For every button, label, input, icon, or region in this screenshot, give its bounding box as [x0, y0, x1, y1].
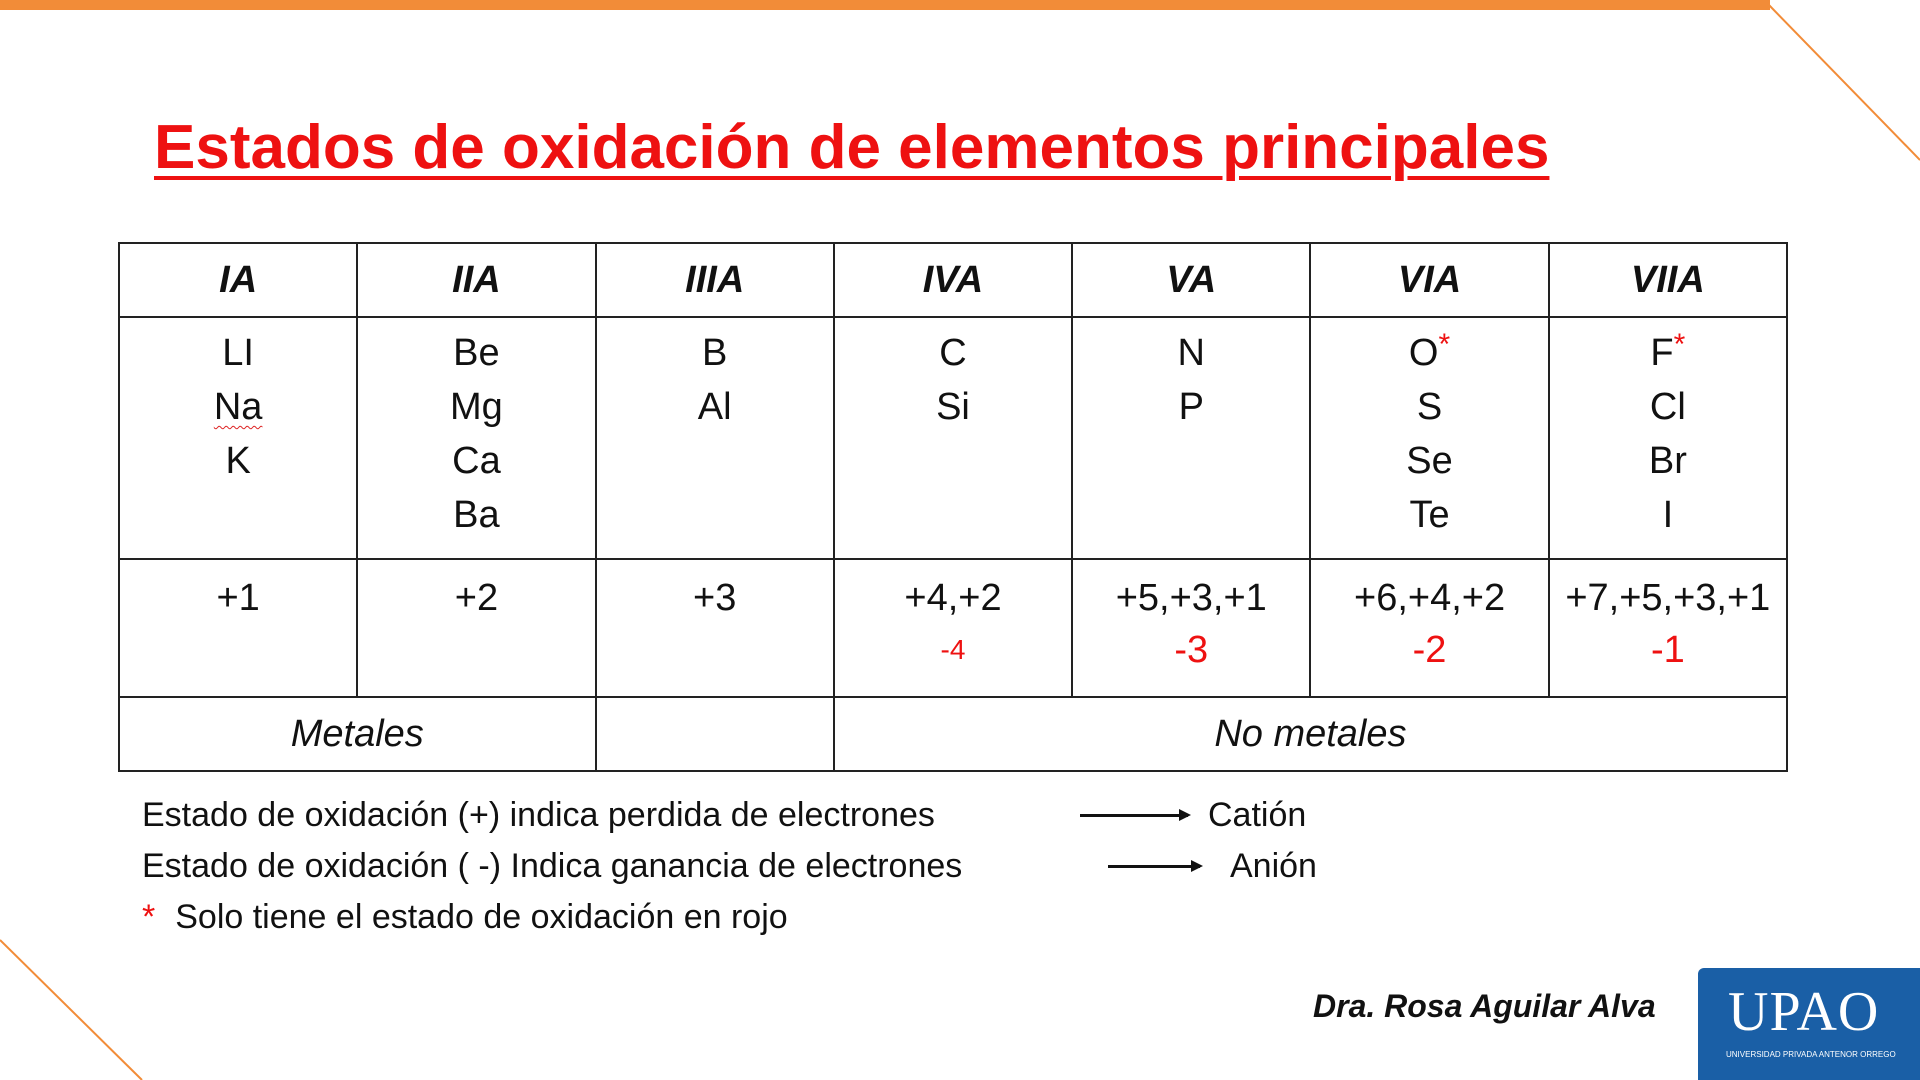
positive-states: +5,+3,+1 — [1115, 577, 1267, 619]
positive-states: +7,+5,+3,+1 — [1565, 577, 1771, 619]
upao-logo — [1698, 968, 1920, 1080]
element-symbol: S — [1416, 386, 1443, 428]
oxidation-states-table — [118, 242, 1788, 772]
positive-states: +2 — [454, 577, 499, 619]
negative-state: -4 — [940, 634, 966, 665]
notes-section — [142, 790, 1317, 943]
element-symbol: Te — [1409, 494, 1450, 536]
element-symbol: LI — [222, 332, 254, 374]
element-symbol: Be — [453, 332, 500, 374]
oxidation-cell-va — [1072, 559, 1310, 697]
negative-state: -3 — [1174, 629, 1209, 671]
note-cation — [142, 790, 1307, 841]
element-symbol: B — [702, 332, 728, 374]
note-result: Anión — [1230, 847, 1317, 885]
element-symbol: Ba — [453, 494, 500, 536]
elements-cell-ia — [119, 317, 357, 559]
bottom-left-diagonal-line — [0, 940, 142, 1080]
red-asterisk-icon: * — [142, 898, 156, 936]
logo-subtitle: UNIVERSIDAD PRIVADA ANTENOR ORREGO — [1726, 1050, 1896, 1059]
oxidation-cell-viia — [1549, 559, 1787, 697]
nonmetals-label: No metales — [834, 697, 1787, 771]
right-arrow-icon — [1108, 865, 1200, 868]
element-symbol: Mg — [450, 386, 503, 428]
page-title: Estados de oxidación de elementos principales — [154, 113, 1550, 182]
classification-row — [119, 697, 1787, 771]
negative-state: -2 — [1412, 629, 1447, 671]
group-header: IVA — [834, 243, 1072, 317]
element-symbol: Al — [697, 386, 732, 428]
oxidation-cell-ia — [119, 559, 357, 697]
element-symbol: Br — [1648, 440, 1687, 482]
note-text: Estado de oxidación ( -) Indica ganancia de electrones — [142, 847, 963, 885]
negative-state: -1 — [1650, 629, 1685, 671]
author-name: Dra. Rosa Aguilar Alva — [1313, 988, 1656, 1024]
element-symbol: Na — [213, 386, 263, 428]
oxidation-cell-iia — [357, 559, 595, 697]
element-symbol: K — [225, 440, 251, 482]
red-asterisk-icon: * — [1438, 328, 1451, 361]
element-symbol: I — [1662, 494, 1674, 536]
note-result: Catión — [1208, 796, 1307, 834]
note-text: Solo tiene el estado de oxidación en rojo — [175, 898, 788, 936]
group-header: VIA — [1310, 243, 1548, 317]
metals-label: Metales — [119, 697, 596, 771]
empty-class-cell — [596, 697, 834, 771]
element-symbol: Cl — [1649, 386, 1686, 428]
group-header: VIIA — [1549, 243, 1787, 317]
note-anion — [142, 841, 1317, 892]
top-right-diagonal-line — [1768, 4, 1920, 160]
elements-cell-iva — [834, 317, 1072, 559]
group-header-row — [119, 243, 1787, 317]
oxidation-states-row — [119, 559, 1787, 697]
elements-cell-via — [1310, 317, 1548, 559]
element-symbol: O — [1408, 332, 1439, 374]
oxidation-cell-iiia — [596, 559, 834, 697]
element-symbol: N — [1177, 332, 1205, 374]
group-header: IIIA — [596, 243, 834, 317]
elements-row — [119, 317, 1787, 559]
group-header: VA — [1072, 243, 1310, 317]
element-symbol: C — [939, 332, 967, 374]
element-symbol: Ca — [452, 440, 501, 482]
logo-text: UPAO — [1728, 981, 1880, 1043]
element-symbol: Se — [1406, 440, 1453, 482]
element-symbol: P — [1178, 386, 1204, 428]
note-text: Estado de oxidación (+) indica perdida de electrones — [142, 796, 935, 834]
oxidation-cell-via — [1310, 559, 1548, 697]
positive-states: +6,+4,+2 — [1354, 577, 1506, 619]
right-arrow-icon — [1080, 814, 1188, 817]
elements-cell-iiia — [596, 317, 834, 559]
positive-states: +4,+2 — [904, 577, 1002, 619]
red-asterisk-icon: * — [1673, 328, 1686, 361]
oxidation-cell-iva — [834, 559, 1072, 697]
group-header: IA — [119, 243, 357, 317]
element-symbol: Si — [936, 386, 970, 428]
top-accent-bar — [0, 0, 1770, 10]
elements-cell-va — [1072, 317, 1310, 559]
positive-states: +3 — [693, 577, 737, 619]
element-symbol: F — [1650, 332, 1674, 374]
elements-cell-viia — [1549, 317, 1787, 559]
note-asterisk — [142, 892, 962, 943]
positive-states: +1 — [216, 577, 260, 619]
elements-cell-iia — [357, 317, 595, 559]
group-header: IIA — [357, 243, 595, 317]
